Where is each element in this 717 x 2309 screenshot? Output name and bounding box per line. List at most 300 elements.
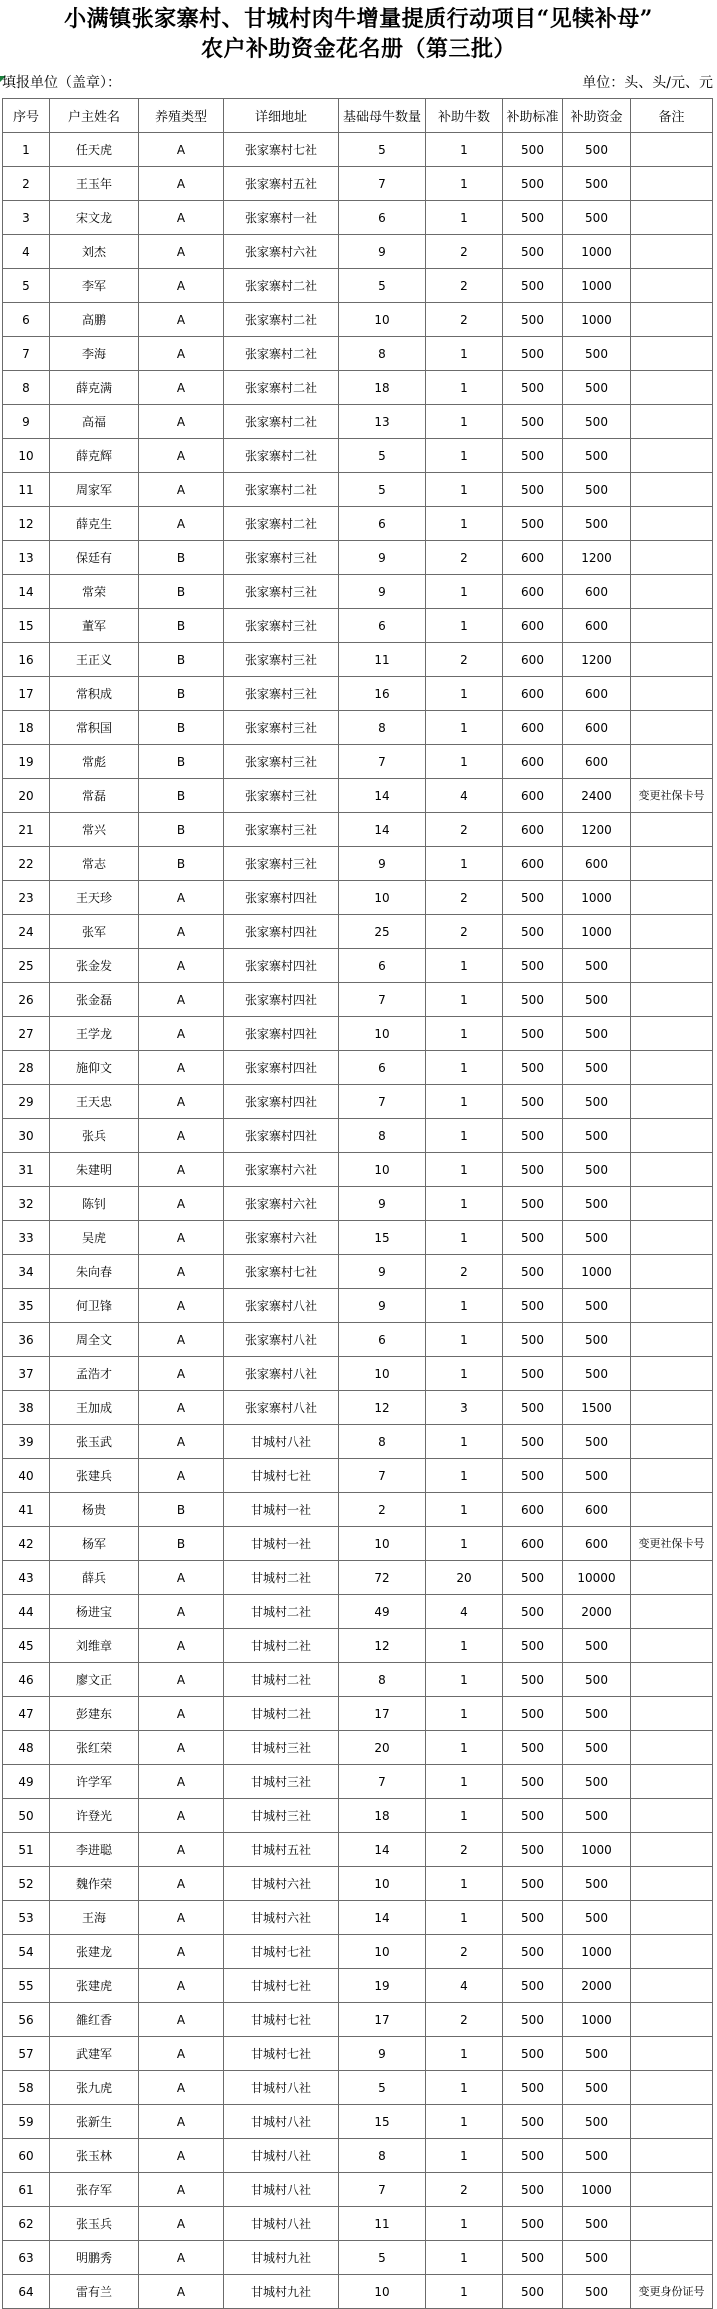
cell-subsidized-cows: 4 bbox=[426, 1595, 503, 1629]
cell-subsidy-amount: 500 bbox=[563, 201, 631, 235]
table-row bbox=[3, 1289, 713, 1323]
cell-householder: 王天忠 bbox=[50, 1085, 139, 1119]
cell-remarks bbox=[631, 1357, 713, 1391]
cell-breeding-type: B bbox=[139, 745, 224, 779]
title-line-1: 小满镇张家寨村、甘城村肉牛增量提质行动项目“见犊补母” bbox=[64, 6, 653, 32]
cell-index: 49 bbox=[3, 1765, 50, 1799]
cell-subsidy-amount: 500 bbox=[563, 439, 631, 473]
cell-base-cows: 8 bbox=[339, 1425, 426, 1459]
cell-subsidy-standard: 500 bbox=[503, 1697, 563, 1731]
cell-base-cows: 10 bbox=[339, 1017, 426, 1051]
cell-householder: 朱向春 bbox=[50, 1255, 139, 1289]
cell-subsidized-cows: 1 bbox=[426, 677, 503, 711]
cell-householder: 王天珍 bbox=[50, 881, 139, 915]
cell-base-cows: 6 bbox=[339, 201, 426, 235]
cell-index: 13 bbox=[3, 541, 50, 575]
cell-subsidy-standard: 500 bbox=[503, 1425, 563, 1459]
cell-subsidy-standard: 500 bbox=[503, 1901, 563, 1935]
cell-householder: 张存军 bbox=[50, 2173, 139, 2207]
cell-subsidy-standard: 500 bbox=[503, 303, 563, 337]
cell-subsidized-cows: 1 bbox=[426, 2241, 503, 2275]
table-row bbox=[3, 201, 713, 235]
cell-householder: 常志 bbox=[50, 847, 139, 881]
cell-breeding-type: B bbox=[139, 609, 224, 643]
cell-address: 甘城村九社 bbox=[224, 2275, 339, 2309]
cell-address: 甘城村七社 bbox=[224, 1969, 339, 2003]
cell-breeding-type: A bbox=[139, 2207, 224, 2241]
cell-breeding-type: B bbox=[139, 847, 224, 881]
cell-index: 43 bbox=[3, 1561, 50, 1595]
cell-householder: 常积国 bbox=[50, 711, 139, 745]
cell-index: 53 bbox=[3, 1901, 50, 1935]
cell-subsidy-amount: 600 bbox=[563, 677, 631, 711]
cell-remarks bbox=[631, 575, 713, 609]
header-breeding-type: 养殖类型 bbox=[139, 99, 224, 133]
cell-address: 张家寨村三社 bbox=[224, 711, 339, 745]
cell-address: 张家寨村八社 bbox=[224, 1323, 339, 1357]
cell-householder: 张九虎 bbox=[50, 2071, 139, 2105]
cell-subsidy-amount: 500 bbox=[563, 1663, 631, 1697]
cell-subsidized-cows: 1 bbox=[426, 1153, 503, 1187]
cell-breeding-type: A bbox=[139, 1595, 224, 1629]
cell-subsidized-cows: 1 bbox=[426, 133, 503, 167]
cell-subsidy-standard: 600 bbox=[503, 677, 563, 711]
table-row bbox=[3, 303, 713, 337]
cell-address: 张家寨村三社 bbox=[224, 575, 339, 609]
table-row bbox=[3, 507, 713, 541]
cell-subsidy-standard: 500 bbox=[503, 1731, 563, 1765]
cell-base-cows: 6 bbox=[339, 949, 426, 983]
cell-breeding-type: A bbox=[139, 1187, 224, 1221]
cell-subsidy-standard: 500 bbox=[503, 1187, 563, 1221]
table-row bbox=[3, 1391, 713, 1425]
cell-subsidy-standard: 500 bbox=[503, 1051, 563, 1085]
cell-base-cows: 7 bbox=[339, 2173, 426, 2207]
table-row bbox=[3, 1221, 713, 1255]
cell-subsidy-standard: 500 bbox=[503, 2003, 563, 2037]
cell-subsidy-standard: 500 bbox=[503, 1629, 563, 1663]
cell-remarks bbox=[631, 1085, 713, 1119]
cell-subsidy-standard: 500 bbox=[503, 1867, 563, 1901]
cell-householder: 王学龙 bbox=[50, 1017, 139, 1051]
cell-householder: 彭建东 bbox=[50, 1697, 139, 1731]
table-row bbox=[3, 541, 713, 575]
cell-subsidy-standard: 600 bbox=[503, 711, 563, 745]
cell-address: 甘城村七社 bbox=[224, 2037, 339, 2071]
cell-base-cows: 6 bbox=[339, 1051, 426, 1085]
cell-subsidy-standard: 500 bbox=[503, 983, 563, 1017]
cell-index: 59 bbox=[3, 2105, 50, 2139]
cell-breeding-type: A bbox=[139, 1799, 224, 1833]
cell-householder: 陈钊 bbox=[50, 1187, 139, 1221]
cell-base-cows: 7 bbox=[339, 1765, 426, 1799]
cell-householder: 张新生 bbox=[50, 2105, 139, 2139]
cell-address: 张家寨村二社 bbox=[224, 405, 339, 439]
cell-address: 张家寨村五社 bbox=[224, 167, 339, 201]
cell-householder: 李进聪 bbox=[50, 1833, 139, 1867]
cell-remarks bbox=[631, 1289, 713, 1323]
cell-subsidy-amount: 500 bbox=[563, 1051, 631, 1085]
cell-base-cows: 11 bbox=[339, 2207, 426, 2241]
cell-subsidy-amount: 500 bbox=[563, 1289, 631, 1323]
table-row bbox=[3, 1731, 713, 1765]
cell-subsidy-standard: 500 bbox=[503, 1391, 563, 1425]
cell-remarks bbox=[631, 711, 713, 745]
cell-base-cows: 11 bbox=[339, 643, 426, 677]
cell-base-cows: 6 bbox=[339, 1323, 426, 1357]
cell-breeding-type: A bbox=[139, 337, 224, 371]
table-row bbox=[3, 1255, 713, 1289]
cell-remarks bbox=[631, 371, 713, 405]
cell-subsidy-standard: 600 bbox=[503, 609, 563, 643]
cell-index: 12 bbox=[3, 507, 50, 541]
table-row bbox=[3, 2037, 713, 2071]
cell-subsidized-cows: 2 bbox=[426, 541, 503, 575]
cell-subsidy-standard: 600 bbox=[503, 1527, 563, 1561]
cell-subsidy-amount: 500 bbox=[563, 2105, 631, 2139]
table-row bbox=[3, 2241, 713, 2275]
table-row bbox=[3, 235, 713, 269]
cell-remarks bbox=[631, 303, 713, 337]
cell-remarks bbox=[631, 609, 713, 643]
cell-householder: 保廷有 bbox=[50, 541, 139, 575]
cell-address: 甘城村三社 bbox=[224, 1765, 339, 1799]
cell-address: 甘城村六社 bbox=[224, 1867, 339, 1901]
cell-subsidy-amount: 1200 bbox=[563, 643, 631, 677]
cell-subsidized-cows: 1 bbox=[426, 167, 503, 201]
table-row bbox=[3, 167, 713, 201]
cell-breeding-type: B bbox=[139, 677, 224, 711]
cell-address: 甘城村二社 bbox=[224, 1697, 339, 1731]
cell-base-cows: 9 bbox=[339, 1255, 426, 1289]
cell-address: 甘城村八社 bbox=[224, 2207, 339, 2241]
cell-remarks bbox=[631, 507, 713, 541]
cell-breeding-type: A bbox=[139, 1833, 224, 1867]
cell-subsidy-amount: 500 bbox=[563, 337, 631, 371]
cell-address: 张家寨村三社 bbox=[224, 779, 339, 813]
cell-base-cows: 9 bbox=[339, 1187, 426, 1221]
cell-subsidized-cows: 4 bbox=[426, 779, 503, 813]
cell-subsidy-standard: 500 bbox=[503, 167, 563, 201]
cell-householder: 张建虎 bbox=[50, 1969, 139, 2003]
cell-address: 甘城村三社 bbox=[224, 1799, 339, 1833]
cell-householder: 常荣 bbox=[50, 575, 139, 609]
cell-subsidized-cows: 1 bbox=[426, 473, 503, 507]
cell-remarks bbox=[631, 2241, 713, 2275]
cell-base-cows: 9 bbox=[339, 541, 426, 575]
cell-base-cows: 10 bbox=[339, 2275, 426, 2309]
cell-subsidized-cows: 1 bbox=[426, 1799, 503, 1833]
cell-householder: 杨军 bbox=[50, 1527, 139, 1561]
cell-breeding-type: A bbox=[139, 2003, 224, 2037]
cell-breeding-type: A bbox=[139, 1085, 224, 1119]
cell-remarks bbox=[631, 1323, 713, 1357]
cell-base-cows: 13 bbox=[339, 405, 426, 439]
cell-address: 甘城村五社 bbox=[224, 1833, 339, 1867]
table-row bbox=[3, 2003, 713, 2037]
cell-address: 张家寨村六社 bbox=[224, 1153, 339, 1187]
cell-index: 1 bbox=[3, 133, 50, 167]
cell-remarks bbox=[631, 2173, 713, 2207]
cell-subsidy-standard: 500 bbox=[503, 2173, 563, 2207]
cell-remarks bbox=[631, 1697, 713, 1731]
cell-address: 张家寨村六社 bbox=[224, 1187, 339, 1221]
cell-breeding-type: A bbox=[139, 1425, 224, 1459]
cell-index: 3 bbox=[3, 201, 50, 235]
cell-base-cows: 25 bbox=[339, 915, 426, 949]
cell-address: 张家寨村八社 bbox=[224, 1391, 339, 1425]
cell-breeding-type: A bbox=[139, 1391, 224, 1425]
cell-base-cows: 16 bbox=[339, 677, 426, 711]
cell-breeding-type: A bbox=[139, 1935, 224, 1969]
cell-subsidy-standard: 500 bbox=[503, 1153, 563, 1187]
cell-remarks bbox=[631, 1867, 713, 1901]
cell-base-cows: 2 bbox=[339, 1493, 426, 1527]
cell-index: 47 bbox=[3, 1697, 50, 1731]
cell-remarks bbox=[631, 2207, 713, 2241]
cell-subsidy-standard: 500 bbox=[503, 1663, 563, 1697]
cell-remarks bbox=[631, 1493, 713, 1527]
cell-subsidized-cows: 2 bbox=[426, 303, 503, 337]
cell-index: 58 bbox=[3, 2071, 50, 2105]
cell-householder: 张军 bbox=[50, 915, 139, 949]
cell-subsidized-cows: 1 bbox=[426, 1527, 503, 1561]
table-row bbox=[3, 847, 713, 881]
cell-householder: 雷有兰 bbox=[50, 2275, 139, 2309]
cell-subsidized-cows: 1 bbox=[426, 1697, 503, 1731]
cell-householder: 薛克生 bbox=[50, 507, 139, 541]
cell-householder: 薛兵 bbox=[50, 1561, 139, 1595]
cell-subsidy-amount: 500 bbox=[563, 1187, 631, 1221]
cell-subsidy-amount: 10000 bbox=[563, 1561, 631, 1595]
cell-subsidized-cows: 1 bbox=[426, 1493, 503, 1527]
cell-base-cows: 18 bbox=[339, 371, 426, 405]
cell-breeding-type: A bbox=[139, 1051, 224, 1085]
cell-index: 64 bbox=[3, 2275, 50, 2309]
cell-subsidized-cows: 1 bbox=[426, 983, 503, 1017]
cell-subsidized-cows: 1 bbox=[426, 1051, 503, 1085]
cell-remarks bbox=[631, 1595, 713, 1629]
cell-remarks bbox=[631, 1459, 713, 1493]
cell-breeding-type: A bbox=[139, 2275, 224, 2309]
cell-householder: 张金发 bbox=[50, 949, 139, 983]
table-row bbox=[3, 1153, 713, 1187]
cell-subsidized-cows: 2 bbox=[426, 1935, 503, 1969]
cell-subsidy-standard: 600 bbox=[503, 1493, 563, 1527]
table-row bbox=[3, 779, 713, 813]
cell-index: 41 bbox=[3, 1493, 50, 1527]
table-row bbox=[3, 439, 713, 473]
cell-householder: 许学军 bbox=[50, 1765, 139, 1799]
cell-address: 张家寨村四社 bbox=[224, 1119, 339, 1153]
cell-base-cows: 18 bbox=[339, 1799, 426, 1833]
cell-address: 张家寨村三社 bbox=[224, 541, 339, 575]
cell-subsidy-amount: 600 bbox=[563, 847, 631, 881]
cell-remarks bbox=[631, 269, 713, 303]
cell-address: 甘城村二社 bbox=[224, 1629, 339, 1663]
table-row bbox=[3, 1629, 713, 1663]
cell-address: 张家寨村一社 bbox=[224, 201, 339, 235]
cell-base-cows: 5 bbox=[339, 2071, 426, 2105]
cell-subsidized-cows: 1 bbox=[426, 847, 503, 881]
cell-index: 52 bbox=[3, 1867, 50, 1901]
cell-subsidy-amount: 1200 bbox=[563, 813, 631, 847]
cell-remarks bbox=[631, 1969, 713, 2003]
table-row bbox=[3, 1051, 713, 1085]
cell-base-cows: 8 bbox=[339, 337, 426, 371]
cell-householder: 张兵 bbox=[50, 1119, 139, 1153]
cell-remarks bbox=[631, 167, 713, 201]
cell-subsidy-amount: 500 bbox=[563, 2241, 631, 2275]
cell-breeding-type: A bbox=[139, 1731, 224, 1765]
header-address: 详细地址 bbox=[224, 99, 339, 133]
cell-subsidy-standard: 500 bbox=[503, 1323, 563, 1357]
cell-address: 张家寨村二社 bbox=[224, 269, 339, 303]
cell-breeding-type: A bbox=[139, 1323, 224, 1357]
cell-address: 张家寨村三社 bbox=[224, 745, 339, 779]
cell-address: 张家寨村四社 bbox=[224, 983, 339, 1017]
cell-subsidy-amount: 1000 bbox=[563, 235, 631, 269]
cell-base-cows: 14 bbox=[339, 813, 426, 847]
cell-subsidy-standard: 500 bbox=[503, 1255, 563, 1289]
cell-breeding-type: A bbox=[139, 1459, 224, 1493]
table-row bbox=[3, 269, 713, 303]
cell-breeding-type: A bbox=[139, 167, 224, 201]
table-row bbox=[3, 2071, 713, 2105]
cell-breeding-type: B bbox=[139, 575, 224, 609]
cell-base-cows: 14 bbox=[339, 1833, 426, 1867]
cell-subsidy-amount: 1200 bbox=[563, 541, 631, 575]
cell-address: 张家寨村三社 bbox=[224, 677, 339, 711]
table-row bbox=[3, 1017, 713, 1051]
cell-subsidy-standard: 600 bbox=[503, 745, 563, 779]
cell-subsidized-cows: 1 bbox=[426, 371, 503, 405]
table-row bbox=[3, 1697, 713, 1731]
cell-householder: 周全文 bbox=[50, 1323, 139, 1357]
table-row bbox=[3, 881, 713, 915]
table-row bbox=[3, 1119, 713, 1153]
cell-subsidy-amount: 2000 bbox=[563, 1969, 631, 2003]
cell-address: 张家寨村二社 bbox=[224, 439, 339, 473]
cell-subsidized-cows: 2 bbox=[426, 269, 503, 303]
cell-breeding-type: A bbox=[139, 1663, 224, 1697]
cell-subsidized-cows: 1 bbox=[426, 2105, 503, 2139]
cell-householder: 李军 bbox=[50, 269, 139, 303]
title-line-2: 农户补助资金花名册（第三批） bbox=[200, 36, 516, 62]
cell-subsidy-amount: 500 bbox=[563, 1629, 631, 1663]
table-row bbox=[3, 371, 713, 405]
cell-index: 20 bbox=[3, 779, 50, 813]
cell-address: 张家寨村六社 bbox=[224, 235, 339, 269]
cell-subsidized-cows: 1 bbox=[426, 439, 503, 473]
cell-base-cows: 17 bbox=[339, 1697, 426, 1731]
cell-base-cows: 10 bbox=[339, 303, 426, 337]
cell-subsidy-standard: 500 bbox=[503, 2207, 563, 2241]
cell-subsidized-cows: 1 bbox=[426, 1867, 503, 1901]
cell-breeding-type: A bbox=[139, 1017, 224, 1051]
cell-breeding-type: A bbox=[139, 915, 224, 949]
table-row bbox=[3, 983, 713, 1017]
cell-subsidy-amount: 500 bbox=[563, 1697, 631, 1731]
cell-index: 9 bbox=[3, 405, 50, 439]
cell-remarks bbox=[631, 677, 713, 711]
cell-index: 6 bbox=[3, 303, 50, 337]
cell-subsidized-cows: 1 bbox=[426, 201, 503, 235]
cell-index: 22 bbox=[3, 847, 50, 881]
cell-index: 28 bbox=[3, 1051, 50, 1085]
cell-subsidized-cows: 1 bbox=[426, 405, 503, 439]
cell-householder: 许登光 bbox=[50, 1799, 139, 1833]
cell-breeding-type: A bbox=[139, 1119, 224, 1153]
cell-breeding-type: B bbox=[139, 541, 224, 575]
cell-index: 57 bbox=[3, 2037, 50, 2071]
cell-subsidy-standard: 500 bbox=[503, 1935, 563, 1969]
cell-householder: 王正义 bbox=[50, 643, 139, 677]
cell-householder: 常磊 bbox=[50, 779, 139, 813]
cell-subsidized-cows: 1 bbox=[426, 1289, 503, 1323]
table-row bbox=[3, 1901, 713, 1935]
cell-subsidized-cows: 1 bbox=[426, 609, 503, 643]
cell-breeding-type: A bbox=[139, 473, 224, 507]
table-row bbox=[3, 1595, 713, 1629]
cell-subsidy-standard: 500 bbox=[503, 881, 563, 915]
cell-householder: 张玉武 bbox=[50, 1425, 139, 1459]
table-row bbox=[3, 1527, 713, 1561]
table-row bbox=[3, 1935, 713, 1969]
cell-base-cows: 8 bbox=[339, 1663, 426, 1697]
cell-base-cows: 72 bbox=[339, 1561, 426, 1595]
cell-address: 张家寨村二社 bbox=[224, 371, 339, 405]
cell-subsidy-standard: 600 bbox=[503, 847, 563, 881]
cell-householder: 刘维章 bbox=[50, 1629, 139, 1663]
cell-subsidy-standard: 500 bbox=[503, 1357, 563, 1391]
cell-base-cows: 6 bbox=[339, 609, 426, 643]
cell-index: 32 bbox=[3, 1187, 50, 1221]
cell-breeding-type: A bbox=[139, 1255, 224, 1289]
cell-subsidy-standard: 500 bbox=[503, 337, 563, 371]
cell-index: 26 bbox=[3, 983, 50, 1017]
cell-breeding-type: A bbox=[139, 2173, 224, 2207]
units-label: 单位：头、头/元、元 bbox=[582, 75, 713, 91]
cell-index: 2 bbox=[3, 167, 50, 201]
cell-address: 甘城村八社 bbox=[224, 2105, 339, 2139]
cell-subsidy-amount: 500 bbox=[563, 371, 631, 405]
cell-householder: 宋文龙 bbox=[50, 201, 139, 235]
cell-base-cows: 6 bbox=[339, 507, 426, 541]
cell-breeding-type: B bbox=[139, 779, 224, 813]
cell-subsidy-amount: 1000 bbox=[563, 269, 631, 303]
cell-subsidy-amount: 500 bbox=[563, 949, 631, 983]
cell-householder: 张玉林 bbox=[50, 2139, 139, 2173]
cell-remarks bbox=[631, 541, 713, 575]
cell-base-cows: 5 bbox=[339, 439, 426, 473]
cell-address: 张家寨村二社 bbox=[224, 473, 339, 507]
cell-address: 张家寨村二社 bbox=[224, 337, 339, 371]
cell-base-cows: 5 bbox=[339, 2241, 426, 2275]
cell-remarks bbox=[631, 2003, 713, 2037]
cell-address: 张家寨村二社 bbox=[224, 303, 339, 337]
cell-address: 甘城村一社 bbox=[224, 1493, 339, 1527]
cell-address: 甘城村六社 bbox=[224, 1901, 339, 1935]
cell-base-cows: 10 bbox=[339, 1527, 426, 1561]
cell-index: 10 bbox=[3, 439, 50, 473]
cell-subsidy-amount: 1000 bbox=[563, 2003, 631, 2037]
cell-subsidy-amount: 500 bbox=[563, 1221, 631, 1255]
cell-subsidy-amount: 500 bbox=[563, 2139, 631, 2173]
cell-subsidized-cows: 20 bbox=[426, 1561, 503, 1595]
cell-remarks bbox=[631, 1935, 713, 1969]
cell-subsidy-standard: 500 bbox=[503, 1833, 563, 1867]
